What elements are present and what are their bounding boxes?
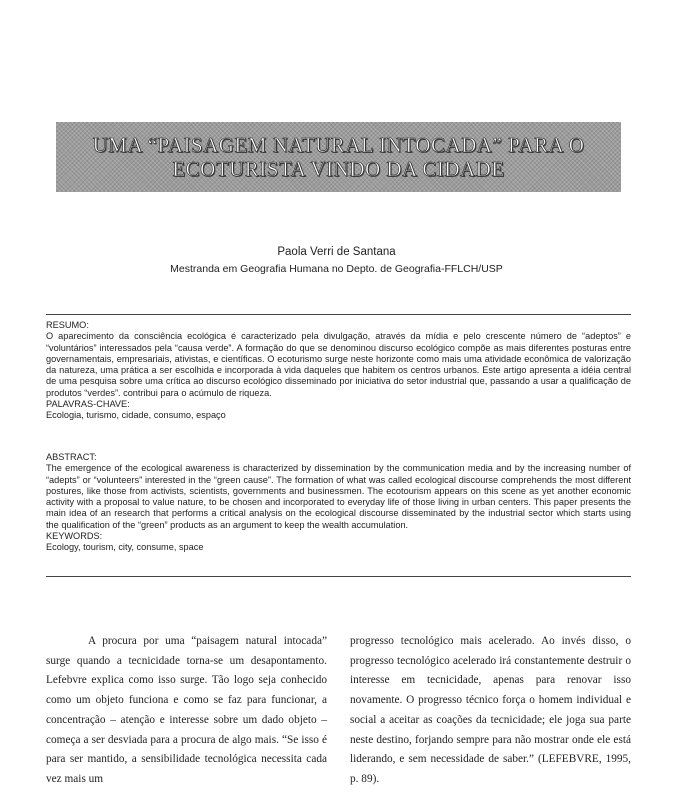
keywords-text: Ecology, tourism, city, consume, space	[46, 542, 204, 553]
keywords-label: KEYWORDS:	[46, 531, 103, 542]
resumo-label: RESUMO:	[46, 320, 89, 330]
abstract-text: The emergence of the ecological awareness is characterized by dissemination by the communication media and by the increasing number of “adepts” or “volunteers” interested in the “green cause”. The formation of what was called ecological discourse comprehends the most different postures, like those from activists, scientists, governments and businessmen. The ecotourism appears on this scene as yet another economic activity with a proposal to value nature, to be chosen and incorporated to everyday life of those living in urban centers. This paper presents the main idea of an research that performs a critical analysis on the ecological discourse disseminated by the industrial sector which starts using the qualification of the “green” products as an argument to keep the wealth accumulation.	[46, 463, 631, 530]
resumo-section	[46, 320, 631, 422]
article-title-line-1: UMA “PAISAGEM NATURAL INTOCADA” PARA O	[92, 133, 585, 157]
author-name: Paola Verri de Santana	[277, 246, 396, 258]
article-title-line-2: ECOTURISTA VINDO DA CIDADE	[172, 157, 505, 181]
divider-top	[46, 314, 631, 315]
palavras-chave-text: Ecologia, turismo, cidade, consumo, espaço	[46, 410, 226, 421]
abstract-section	[46, 452, 631, 554]
divider-bottom	[46, 576, 631, 577]
body-column-right: progresso tecnológico mais acelerado. Ao invés disso, o progresso tecnológico acelerado irá constantemente destruir o interesse em tecnicidade, apenas para renovar isso novamente. O progresso técnico força o homem individual e social a aceitar as coações da tecnicidade; ele joga sua parte neste destino, forjando sempre para não mostrar onde ele está liderando, e sem necessidade de saber.” (LEFEBVRE, 1995, p. 89).	[350, 635, 631, 785]
palavras-chave-label: PALAVRAS-CHAVE:	[46, 399, 130, 410]
abstract-label: ABSTRACT:	[46, 452, 97, 462]
resumo-text: O aparecimento da consciência ecológica é caracterizado pela divulgação, através da mídia e pelo crescente número de “adeptos” e “voluntários” interessados pela “causa verde”. A formação do que se denominou discurso ecológico compõe as mais diferentes posturas entre governamentais, empresariais, ativistas, e científicas. O ecoturismo surge neste horizonte como mais uma atividade econômica de valorização da natureza, uma prática a ser escolhida e incorporada à vida daqueles que habitem os centros urbanos. Este artigo apresenta a idéia central de uma pesquisa sobre uma crítica ao discurso ecológico disseminado por iniciativa do setor industrial que, passando a usar a qualificação de produtos “verdes”. contribui para o acúmulo de riqueza.	[46, 331, 631, 398]
author-affiliation: Mestranda em Geografia Humana no Depto. de Geografia-FFLCH/USP	[170, 263, 503, 275]
title-banner	[56, 122, 621, 192]
body-column-left: A procura por uma “paisagem natural intocada” surge quando a tecnicidade torna-se um desapontamento. Lefebvre explica como isso surge. Tão logo seja conhecido como um objeto funciona e como se faz para funcionar, a concentração – atenção e interesse sobre um dado objeto – começa a ser desviada para a procura de algo mais. “Se isso é para ser mantido, a sensibilidade tecnológica necessita cada vez mais um	[46, 635, 327, 785]
